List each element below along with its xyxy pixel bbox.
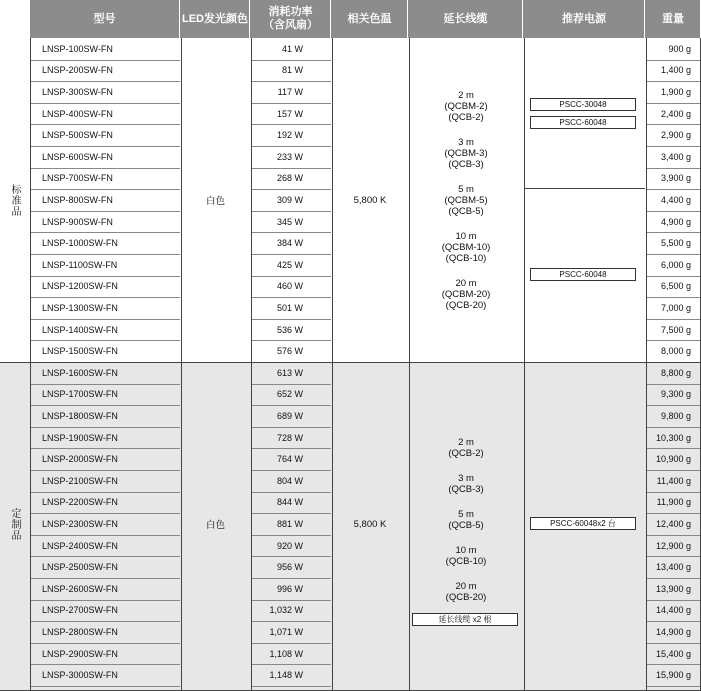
power-cell: 1,148 W bbox=[269, 670, 303, 681]
power-cell: 536 W bbox=[276, 324, 303, 335]
power-cell: 728 W bbox=[276, 432, 303, 443]
weight-cell: 6,500 g bbox=[660, 281, 691, 292]
group-divider bbox=[0, 362, 701, 363]
cable-text: 5 m bbox=[458, 183, 474, 195]
cable-text: (QCB-20) bbox=[445, 592, 487, 603]
cable-text: 2 m bbox=[458, 437, 474, 448]
model-cell: LNSP-2000SW-FN bbox=[42, 454, 118, 465]
weight-cell: 1,900 g bbox=[660, 86, 691, 97]
psu-box: PSCC-60048 bbox=[530, 268, 636, 281]
header-led-color: LED发光颜色 bbox=[181, 0, 250, 38]
weight-cell: 11,400 g bbox=[656, 475, 691, 486]
model-cell: LNSP-1900SW-FN bbox=[42, 432, 118, 443]
power-cell: 1,071 W bbox=[269, 626, 303, 637]
cable-text: (QCB-10) bbox=[445, 252, 487, 264]
model-cell: LNSP-700SW-FN bbox=[42, 173, 113, 184]
cable-text: (QCBM-10) bbox=[441, 241, 491, 253]
weight-cell: 8,800 g bbox=[660, 367, 691, 378]
cable-text: 3 m bbox=[458, 136, 474, 148]
model-cell: LNSP-1100SW-FN bbox=[42, 259, 118, 270]
model-cell: LNSP-1400SW-FN bbox=[42, 324, 118, 335]
power-cell: 345 W bbox=[276, 216, 303, 227]
cable-text: 5 m bbox=[458, 509, 474, 520]
weight-cell: 10,900 g bbox=[655, 454, 691, 465]
power-cell: 268 W bbox=[276, 173, 303, 184]
weight-cell: 2,400 g bbox=[660, 108, 691, 119]
power-cell: 460 W bbox=[276, 281, 303, 292]
psu-box: PSCC-30048 bbox=[530, 98, 636, 111]
model-cell: LNSP-800SW-FN bbox=[42, 194, 113, 205]
power-cell: 41 W bbox=[281, 43, 303, 54]
weight-cell: 9,800 g bbox=[660, 410, 691, 421]
category-label bbox=[0, 362, 29, 686]
power-cell: 233 W bbox=[276, 151, 303, 162]
cable-text: 10 m bbox=[455, 230, 477, 242]
power-cell: 425 W bbox=[276, 259, 303, 270]
power-cell: 920 W bbox=[276, 540, 303, 551]
power-cell: 804 W bbox=[276, 475, 303, 486]
power-cell: 1,108 W bbox=[269, 648, 303, 659]
model-cell: LNSP-900SW-FN bbox=[42, 216, 113, 227]
header-weight: 重量 bbox=[646, 0, 701, 38]
column-divider bbox=[181, 38, 182, 691]
weight-cell: 4,400 g bbox=[660, 194, 691, 205]
power-cell: 689 W bbox=[276, 410, 303, 421]
model-cell: LNSP-1300SW-FN bbox=[42, 302, 118, 313]
model-cell: LNSP-2200SW-FN bbox=[42, 497, 118, 508]
model-cell: LNSP-100SW-FN bbox=[42, 43, 113, 54]
model-cell: LNSP-400SW-FN bbox=[42, 108, 113, 119]
weight-cell: 7,000 g bbox=[660, 302, 691, 313]
psu-box: PSCC-60048x2 台 bbox=[530, 517, 636, 530]
weight-cell: 12,900 g bbox=[655, 540, 691, 551]
column-divider bbox=[30, 38, 31, 691]
cable-text: 20 m bbox=[455, 581, 477, 592]
model-cell: LNSP-1600SW-FN bbox=[42, 367, 118, 378]
weight-cell: 12,400 g bbox=[655, 518, 691, 529]
power-cell: 157 W bbox=[276, 108, 303, 119]
power-cell: 956 W bbox=[276, 562, 303, 573]
weight-cell: 14,900 g bbox=[655, 626, 691, 637]
power-cell: 764 W bbox=[276, 454, 303, 465]
weight-cell: 13,400 g bbox=[655, 562, 691, 573]
model-cell: LNSP-2700SW-FN bbox=[42, 605, 118, 616]
cable-text: (QCB-2) bbox=[448, 448, 484, 459]
power-cell: 117 W bbox=[277, 86, 303, 97]
column-divider bbox=[524, 38, 525, 691]
model-cell: LNSP-500SW-FN bbox=[42, 130, 113, 141]
cable-count-box: 延长线缆 x2 根 bbox=[412, 613, 518, 626]
model-cell: LNSP-2100SW-FN bbox=[42, 475, 118, 486]
weight-cell: 6,000 g bbox=[660, 259, 691, 270]
cable-text: (QCB-5) bbox=[448, 205, 484, 217]
weight-cell: 10,300 g bbox=[655, 432, 691, 443]
weight-cell: 7,500 g bbox=[660, 324, 691, 335]
cable-text: (QCB-2) bbox=[448, 111, 484, 123]
power-cell: 501 W bbox=[276, 302, 303, 313]
cable-text: (QCB-3) bbox=[448, 484, 484, 495]
cable-text: (QCBM-3) bbox=[444, 147, 488, 159]
cable-text: (QCB-20) bbox=[445, 299, 487, 311]
header-psu: 推荐电源 bbox=[524, 0, 645, 38]
cable-text: 10 m bbox=[455, 545, 477, 556]
weight-cell: 1,400 g bbox=[660, 65, 691, 76]
cct-cell: 5,800 K bbox=[353, 194, 387, 206]
psu-divider bbox=[524, 188, 645, 189]
weight-cell: 4,900 g bbox=[660, 216, 691, 227]
power-cell: 81 W bbox=[281, 65, 303, 76]
cable-text: 3 m bbox=[458, 473, 474, 484]
weight-cell: 14,400 g bbox=[655, 605, 691, 616]
model-cell: LNSP-1000SW-FN bbox=[42, 238, 118, 249]
model-cell: LNSP-1800SW-FN bbox=[42, 410, 118, 421]
cable-text: (QCB-3) bbox=[448, 158, 484, 170]
power-cell: 996 W bbox=[276, 583, 303, 594]
led-color-cell: 白色 bbox=[205, 520, 225, 531]
weight-cell: 8,000 g bbox=[660, 346, 691, 357]
column-divider bbox=[332, 38, 333, 691]
psu-box: PSCC-60048 bbox=[530, 116, 636, 129]
cable-text: (QCBM-5) bbox=[444, 194, 488, 206]
model-cell: LNSP-2400SW-FN bbox=[42, 540, 118, 551]
cable-text: (QCBM-20) bbox=[441, 288, 491, 300]
header-model: 型号 bbox=[30, 0, 180, 38]
row-divider bbox=[251, 686, 331, 687]
category-text: 定制品 bbox=[9, 507, 20, 541]
weight-cell: 15,900 g bbox=[655, 670, 691, 681]
model-cell: LNSP-2900SW-FN bbox=[42, 648, 118, 659]
power-cell: 384 W bbox=[276, 238, 303, 249]
column-divider bbox=[409, 38, 410, 691]
model-cell: LNSP-1200SW-FN bbox=[42, 281, 118, 292]
header-cable: 延长线缆 bbox=[409, 0, 523, 38]
weight-cell: 3,400 g bbox=[660, 151, 691, 162]
power-cell: 576 W bbox=[276, 346, 303, 357]
cable-text: 20 m bbox=[455, 277, 477, 289]
power-cell: 192 W bbox=[276, 130, 303, 141]
weight-cell: 15,400 g bbox=[655, 648, 691, 659]
column-divider bbox=[251, 38, 252, 691]
category-text: 标准品 bbox=[9, 183, 20, 217]
power-cell: 881 W bbox=[276, 518, 303, 529]
model-cell: LNSP-2300SW-FN bbox=[42, 518, 118, 529]
model-cell: LNSP-600SW-FN bbox=[42, 151, 113, 162]
row-divider bbox=[30, 686, 180, 687]
model-cell: LNSP-3000SW-FN bbox=[42, 670, 118, 681]
weight-cell: 13,900 g bbox=[655, 583, 691, 594]
weight-cell: 5,500 g bbox=[660, 238, 691, 249]
cable-text: 2 m bbox=[458, 89, 474, 101]
category-label bbox=[0, 38, 29, 362]
cable-text: (QCB-5) bbox=[448, 520, 484, 531]
cable-text: (QCBM-2) bbox=[444, 100, 488, 112]
row-divider bbox=[646, 686, 701, 687]
weight-cell: 9,300 g bbox=[660, 389, 691, 400]
cct-cell: 5,800 K bbox=[353, 518, 387, 530]
power-cell: 309 W bbox=[276, 194, 303, 205]
power-cell: 1,032 W bbox=[269, 605, 303, 616]
model-cell: LNSP-300SW-FN bbox=[42, 86, 113, 97]
model-cell: LNSP-1500SW-FN bbox=[42, 346, 118, 357]
model-cell: LNSP-200SW-FN bbox=[42, 65, 113, 76]
header-cct: 相关色温 bbox=[332, 0, 408, 38]
weight-cell: 11,900 g bbox=[656, 497, 691, 508]
weight-cell: 900 g bbox=[668, 43, 691, 54]
power-cell: 613 W bbox=[276, 367, 303, 378]
header-power: 消耗功率 （含风扇） bbox=[251, 0, 331, 38]
model-cell: LNSP-2600SW-FN bbox=[42, 583, 118, 594]
model-cell: LNSP-1700SW-FN bbox=[42, 389, 118, 400]
cable-text: (QCB-10) bbox=[445, 556, 487, 567]
led-color-cell: 白色 bbox=[205, 196, 225, 207]
weight-cell: 2,900 g bbox=[660, 130, 691, 141]
model-cell: LNSP-2500SW-FN bbox=[42, 562, 118, 573]
model-cell: LNSP-2800SW-FN bbox=[42, 626, 118, 637]
power-cell: 844 W bbox=[276, 497, 303, 508]
column-divider bbox=[646, 38, 647, 691]
weight-cell: 3,900 g bbox=[660, 173, 691, 184]
power-cell: 652 W bbox=[276, 389, 303, 400]
